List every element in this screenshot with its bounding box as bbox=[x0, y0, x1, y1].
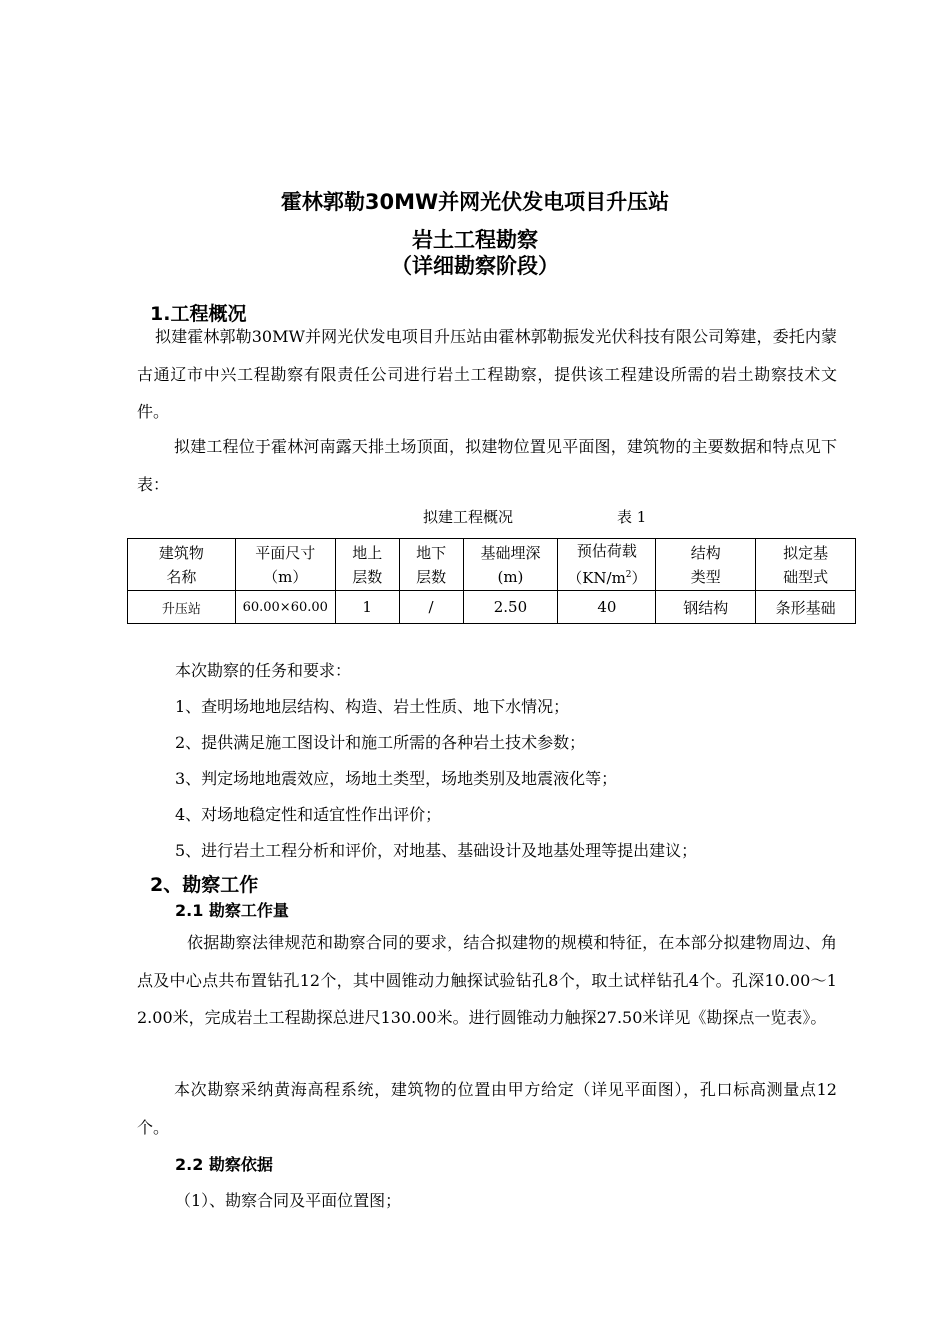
table-header-cell: 结构 类型 bbox=[656, 539, 756, 591]
table-header-cell: 基础埋深 (m) bbox=[463, 539, 558, 591]
task-item-2: 2、提供满足施工图设计和施工所需的各种岩土技术参数； bbox=[175, 733, 586, 752]
table-header-row bbox=[128, 539, 856, 591]
task-item-3: 3、判定场地地震效应，场地土类型，场地类别及地震液化等； bbox=[175, 769, 618, 788]
task-item-1: 1、查明场地地层结构、构造、岩土性质、地下水情况； bbox=[175, 697, 570, 716]
section-2-paragraph-2: 本次勘察采纳黄海高程系统，建筑物的位置由甲方给定（详见平面图），孔口标高测量点12个。 bbox=[137, 1080, 837, 1137]
table-cell: 条形基础 bbox=[756, 591, 856, 624]
section-2-paragraph-1: 依据勘察法律规范和勘察合同的要求，结合拟建物的规模和特征，在本部分拟建物周边、角点及中心点共布置钻孔12个，其中圆锥动力触探试验钻孔8个，取土试样钻孔4个。孔深10.00～12.00米，完成岩土工程勘探总进尺130.00米。进行圆锥动力触探27.50米详见《勘探点一览表》。 bbox=[137, 933, 837, 1027]
task-item-4: 4、对场地稳定性和适宜性作出评价； bbox=[175, 805, 442, 824]
table-row bbox=[128, 591, 856, 624]
table-header-cell: 地上 层数 bbox=[335, 539, 399, 591]
table-cell: 60.00×60.00 bbox=[235, 591, 335, 624]
table-cell: 1 bbox=[335, 591, 399, 624]
basis-item-1: （1）、勘察合同及平面位置图； bbox=[175, 1191, 402, 1210]
section-2-heading: 2、勘察工作 bbox=[150, 874, 259, 896]
table-caption: 拟建工程概况 bbox=[423, 508, 514, 526]
task-item-5: 5、进行岩土工程分析和评价，对地基、基础设计及地基处理等提出建议； bbox=[175, 841, 698, 860]
document-stage: （详细勘察阶段） bbox=[391, 254, 559, 278]
table-cell: 2.50 bbox=[463, 591, 558, 624]
document-subtitle: 岩土工程勘察 bbox=[412, 228, 538, 252]
table-header-cell: 地下 层数 bbox=[399, 539, 463, 591]
table-header-cell: 建筑物 名称 bbox=[128, 539, 236, 591]
table-cell: / bbox=[399, 591, 463, 624]
document-title: 霍林郭勒30MW并网光伏发电项目升压站 bbox=[280, 190, 670, 214]
table-cell: 升压站 bbox=[128, 591, 236, 624]
section-1-paragraph-1: 拟建霍林郭勒30MW并网光伏发电项目升压站由霍林郭勒振发光伏科技有限公司筹建，委托内蒙古通辽市中兴工程勘察有限责任公司进行岩土工程勘察，提供该工程建设所需的岩土勘察技术文件。 bbox=[137, 327, 837, 421]
table-cell: 40 bbox=[558, 591, 656, 624]
section-2-1-heading: 2.1 勘察工作量 bbox=[175, 901, 289, 920]
table-cell: 钢结构 bbox=[656, 591, 756, 624]
project-overview-table bbox=[127, 538, 856, 624]
table-header-cell: 预估荷载 $(KN/m^2)$ bbox=[558, 539, 656, 591]
section-1-heading: 1.工程概况 bbox=[150, 303, 247, 325]
table-header-cell: 拟定基 础型式 bbox=[756, 539, 856, 591]
table-header-cell: 平面尺寸 （m） bbox=[235, 539, 335, 591]
table-number: 表 1 bbox=[617, 508, 647, 526]
tasks-intro: 本次勘察的任务和要求： bbox=[175, 661, 352, 680]
section-2-2-heading: 2.2 勘察依据 bbox=[175, 1155, 273, 1174]
section-1-paragraph-2: 拟建工程位于霍林河南露天排土场顶面，拟建物位置见平面图，建筑物的主要数据和特点见下表： bbox=[137, 437, 837, 494]
